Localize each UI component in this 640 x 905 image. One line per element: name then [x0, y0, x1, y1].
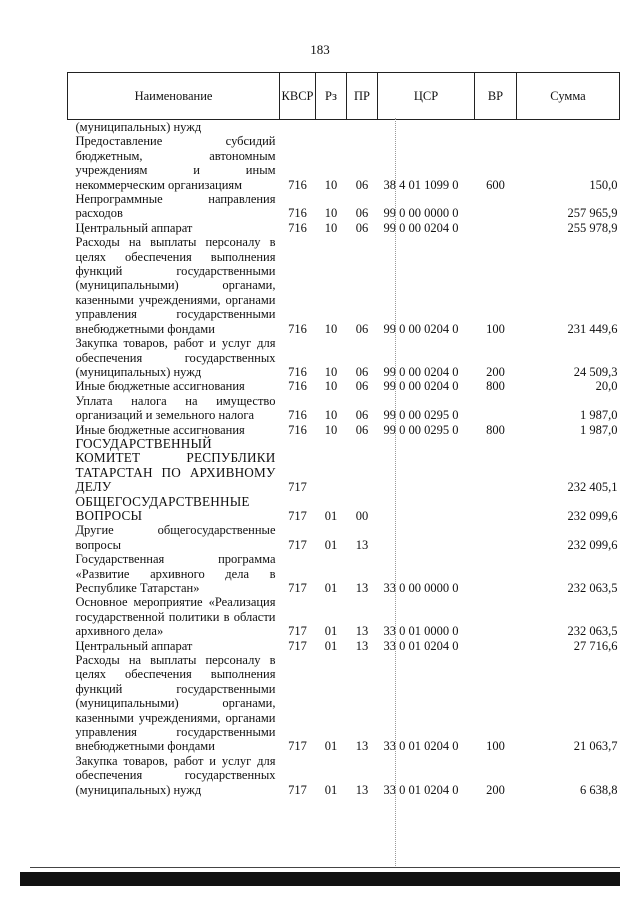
cell-sum: 20,0 [595, 379, 618, 394]
cell-csr: 99 0 00 0204 0 [383, 364, 459, 379]
cell-kvsr: 717 [288, 480, 307, 495]
cell-vr: 200 [486, 364, 505, 379]
table-row [68, 235, 620, 336]
table-row [68, 120, 620, 135]
header-pr: ПР [347, 73, 378, 120]
cell-kvsr: 716 [288, 364, 307, 379]
cell-vr: 100 [486, 321, 505, 336]
cell-kvsr: 716 [288, 220, 307, 235]
cell-pr: 06 [355, 422, 369, 437]
cell-rz: 10 [324, 321, 338, 336]
cell-rz: 10 [324, 206, 338, 221]
table-row [68, 134, 620, 192]
table-row [68, 379, 620, 393]
cell-vr [475, 437, 517, 495]
cell-kvsr: 717 [288, 624, 307, 639]
cell-sum: 257 965,9 [567, 206, 618, 221]
cell-csr: 33 0 01 0204 0 [383, 638, 459, 653]
cell-csr: 33 0 00 0000 0 [383, 581, 459, 595]
cell-rz: 01 [324, 739, 338, 754]
cell-csr: 33 0 01 0000 0 [383, 624, 459, 639]
cell-sum: 1 987,0 [580, 422, 618, 437]
scan-edge-line [30, 867, 620, 868]
cell-csr: 99 0 00 0000 0 [383, 206, 459, 221]
cell-sum [517, 120, 620, 135]
cell-kvsr: 717 [288, 739, 307, 754]
cell-kvsr [280, 120, 316, 135]
budget-table [67, 72, 620, 797]
cell-pr: 06 [355, 177, 369, 192]
cell-rz: 10 [324, 364, 338, 379]
cell-vr [475, 495, 517, 524]
cell-csr [378, 495, 475, 524]
cell-vr [475, 639, 517, 653]
header-name: Наименование [68, 73, 280, 120]
cell-name: Уплата налога на имущество организаций и земельного налога [75, 393, 276, 423]
cell-sum: 27 716,6 [573, 638, 618, 653]
cell-name: Иные бюджетные ассигнования [75, 422, 245, 437]
cell-rz: 01 [324, 638, 338, 653]
cell-name: Закупка товаров, работ и услуг для обеспечения государственных (муниципальных) нужд [75, 336, 276, 379]
cell-sum: 1 987,0 [580, 408, 618, 423]
table-header [68, 73, 620, 120]
cell-kvsr: 717 [288, 581, 307, 595]
cell-name: Закупка товаров, работ и услуг для обеспечения государственных (муниципальных) нужд [75, 753, 276, 797]
table-row [68, 754, 620, 797]
table-body [68, 120, 620, 798]
cell-sum: 255 978,9 [567, 220, 618, 235]
cell-kvsr: 717 [288, 638, 307, 653]
table-row [68, 653, 620, 754]
page-number: 183 [310, 42, 330, 57]
cell-csr: 33 0 01 0204 0 [383, 739, 459, 754]
cell-name: Иные бюджетные ассигнования [75, 379, 245, 394]
cell-vr [475, 552, 517, 595]
cell-name: Центральный аппарат [75, 638, 193, 653]
cell-csr: 38 4 01 1099 0 [383, 177, 459, 192]
table-row [68, 221, 620, 235]
table-row [68, 552, 620, 595]
cell-pr [347, 120, 378, 135]
cell-sum: 232 063,5 [567, 624, 618, 639]
table-row [68, 336, 620, 379]
cell-name: (муниципальных) нужд [75, 120, 202, 134]
cell-rz: 10 [324, 408, 338, 423]
table-row [68, 595, 620, 638]
cell-sum: 21 063,7 [573, 739, 618, 754]
cell-vr [475, 192, 517, 221]
cell-pr: 00 [355, 508, 369, 523]
cell-name: Расходы на выплаты персоналу в целях обеспечения выполнения функций государственными (муниципальными) органами, казенными учреждениями, органами управления государственными внебюджетными фондами [75, 235, 276, 336]
cell-pr: 06 [355, 321, 369, 336]
cell-pr: 13 [355, 739, 369, 754]
cell-sum: 232 099,6 [567, 537, 618, 552]
cell-rz: 01 [324, 508, 338, 523]
cell-sum: 6 638,8 [580, 782, 618, 797]
cell-csr: 99 0 00 0295 0 [383, 422, 459, 437]
cell-kvsr: 716 [288, 177, 307, 192]
cell-name: Расходы на выплаты персоналу в целях обеспечения выполнения функций государственными (муниципальными) органами, казенными учреждениями, органами управления государственными внебюджетными фондами [75, 653, 276, 754]
cell-pr: 13 [355, 537, 369, 552]
cell-rz [316, 437, 347, 495]
cell-name: Предоставление субсидий бюджетным, автономным учреждениям и иным некоммерческим организациям [75, 134, 276, 192]
cell-sum: 232 405,1 [567, 480, 618, 495]
cell-kvsr: 717 [288, 537, 307, 552]
cell-pr: 06 [355, 364, 369, 379]
scan-edge-bar [20, 872, 620, 886]
table-row [68, 523, 620, 552]
cell-name: Центральный аппарат [75, 220, 193, 235]
cell-name: Другие общегосударственные вопросы [75, 523, 276, 552]
cell-csr [378, 120, 475, 135]
cell-rz: 01 [324, 624, 338, 639]
table-row [68, 639, 620, 653]
cell-vr: 100 [486, 739, 505, 754]
table-row [68, 437, 620, 495]
cell-kvsr: 716 [288, 408, 307, 423]
cell-kvsr: 717 [288, 508, 307, 523]
table-row [68, 495, 620, 524]
cell-name: Непрограммные направления расходов [75, 192, 276, 221]
cell-vr: 600 [486, 177, 505, 192]
cell-pr: 06 [355, 379, 369, 394]
cell-pr: 06 [355, 206, 369, 221]
cell-rz: 10 [324, 379, 338, 394]
header-kvsr: КВСР [280, 73, 316, 120]
cell-name: ОБЩЕГОСУДАРСТВЕННЫЕ ВОПРОСЫ [75, 493, 250, 523]
cell-vr: 200 [486, 782, 505, 797]
cell-csr: 99 0 00 0204 0 [383, 379, 459, 394]
cell-pr [347, 437, 378, 495]
table-row [68, 192, 620, 221]
cell-pr: 13 [355, 624, 369, 639]
cell-pr: 06 [355, 408, 369, 423]
header-csr: ЦСР [378, 73, 475, 120]
cell-vr [475, 120, 517, 135]
cell-pr: 13 [355, 581, 369, 595]
cell-csr: 99 0 00 0295 0 [383, 408, 459, 423]
cell-name: Государственная программа «Развитие архивного дела в Республике Татарстан» [75, 552, 276, 595]
cell-kvsr: 716 [288, 206, 307, 221]
table-row [68, 423, 620, 437]
cell-sum: 232 063,5 [567, 581, 618, 595]
cell-name: ГОСУДАРСТВЕННЫЙ КОМИТЕТ РЕСПУБЛИКИ ТАТАРСТАН ПО АРХИВНОМУ ДЕЛУ [75, 435, 276, 495]
column-guide-line [395, 118, 396, 868]
cell-rz: 01 [324, 581, 338, 595]
cell-pr: 13 [355, 638, 369, 653]
cell-vr [475, 394, 517, 423]
cell-rz [316, 120, 347, 135]
cell-pr: 13 [355, 782, 369, 797]
table-row [68, 394, 620, 423]
cell-rz: 10 [324, 220, 338, 235]
cell-kvsr: 717 [288, 782, 307, 797]
cell-sum: 150,0 [589, 177, 618, 192]
cell-rz: 10 [324, 422, 338, 437]
cell-sum: 232 099,6 [567, 508, 618, 523]
header-sum: Сумма [517, 73, 620, 120]
cell-kvsr: 716 [288, 379, 307, 394]
cell-vr [475, 595, 517, 638]
cell-csr: 99 0 00 0204 0 [383, 321, 459, 336]
cell-csr: 99 0 00 0204 0 [383, 220, 459, 235]
cell-rz: 01 [324, 782, 338, 797]
cell-vr: 800 [486, 379, 505, 394]
cell-kvsr: 716 [288, 422, 307, 437]
cell-vr: 800 [486, 422, 505, 437]
header-rz: Рз [316, 73, 347, 120]
cell-rz: 10 [324, 177, 338, 192]
cell-csr [378, 437, 475, 495]
cell-vr [475, 221, 517, 235]
cell-csr: 33 0 01 0204 0 [383, 782, 459, 797]
cell-pr: 06 [355, 220, 369, 235]
cell-vr [475, 523, 517, 552]
header-vr: ВР [475, 73, 517, 120]
cell-rz: 01 [324, 537, 338, 552]
cell-name: Основное мероприятие «Реализация государственной политики в области архивного дела» [75, 595, 276, 639]
cell-sum: 231 449,6 [567, 321, 618, 336]
cell-sum: 24 509,3 [573, 364, 618, 379]
cell-csr [378, 523, 475, 552]
cell-kvsr: 716 [288, 321, 307, 336]
